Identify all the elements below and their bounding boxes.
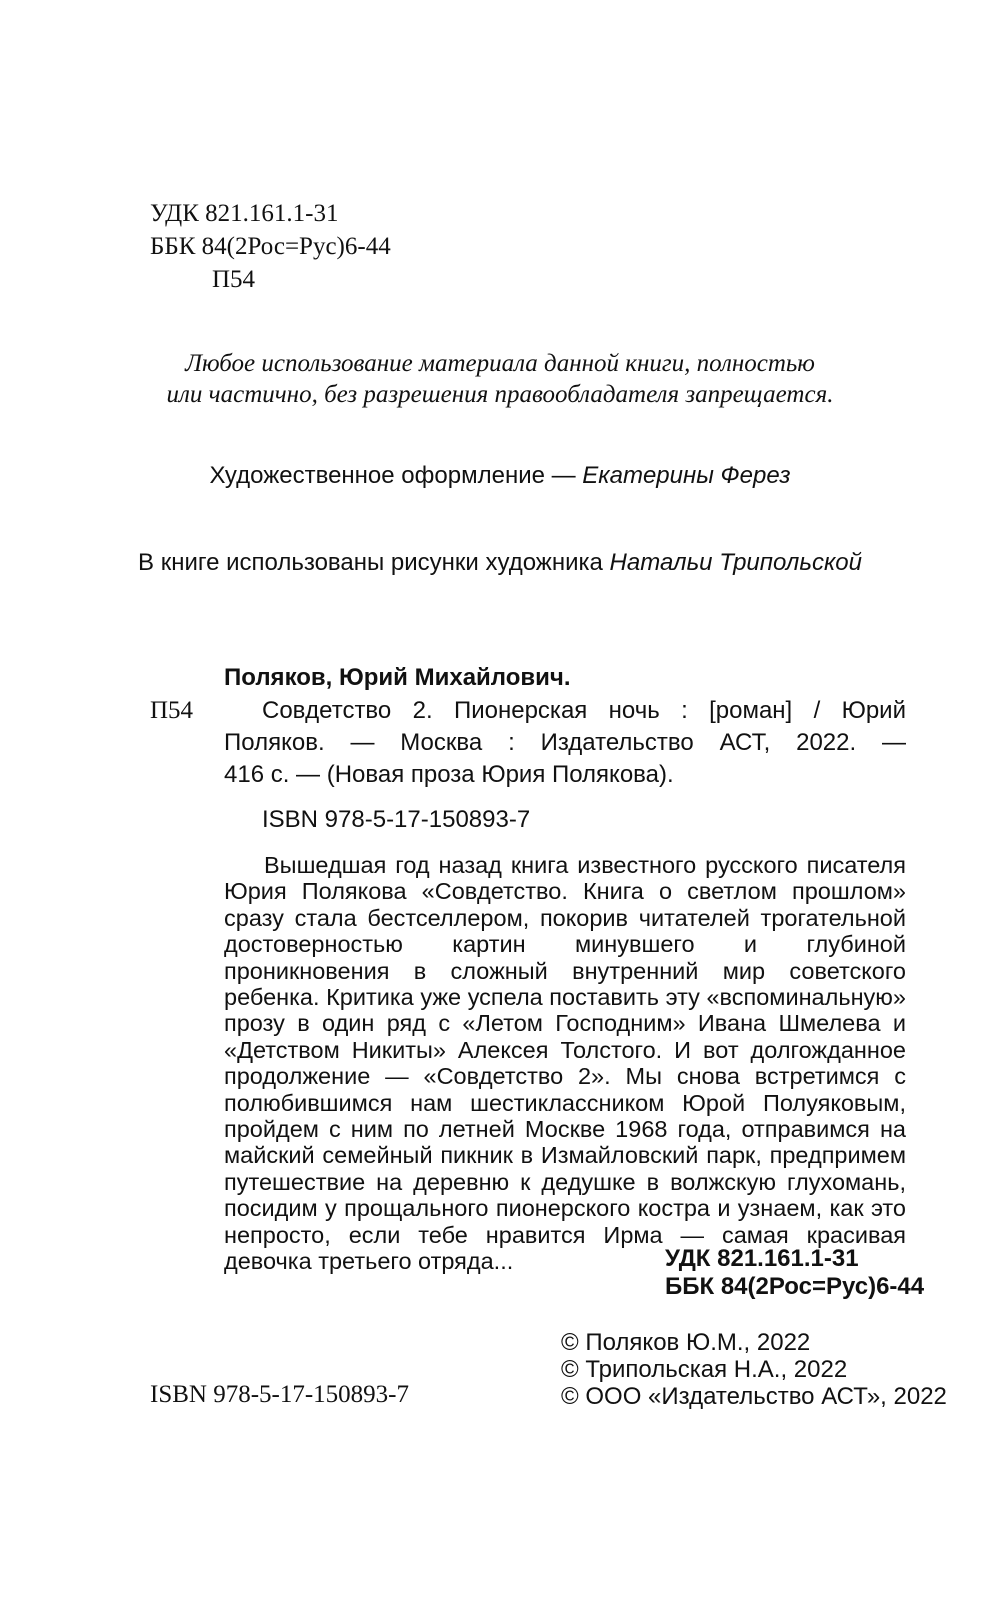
record-author: Поляков, Юрий Михайлович. — [224, 664, 571, 691]
annotation-text: Вышедшая год назад книга известного русского писателя Юрия Полякова «Совдетство. Книга о светлом прошлом» сразу стала бестселлером, покорив читателей трогательной достоверностью картин минувшего и глубиной проникновения в сложный внутренний мир советского ребенка. Критика уже успела поставить эту «вспоминальную» прозу в один ряд с «Летом Господним» Ивана Шмелева и «Детством Никиты» Алексея Толстого. И вот долгожданное продолжение — «Совдетство 2». Мы снова встретимся с полюбившимся нам шестиклассником Юрой Полуяковым, пройдем с ним по летней Москве 1968 года, отправимся на майский семейный пикник в Измайловский парк, предпримем путешествие на деревню к дедушке в волжскую глухомань, посидим у прощального пионерского костра и узнаем, как это непросто, если тебе нравится Ирма — самая красивая девочка третьего отряда... — [224, 852, 906, 1275]
copyright-illustrator: © Трипольская Н.А., 2022 — [561, 1356, 848, 1383]
cover-design-label: Художественное оформление — — [209, 462, 583, 489]
copyright-publisher: © ООО «Издательство АСТ», 2022 — [561, 1383, 947, 1410]
annotation — [224, 852, 906, 1275]
footer-isbn: ISBN 978-5-17-150893-7 — [150, 1381, 410, 1408]
footer-bbk: ББК 84(2Рос=Рус)6-44 — [665, 1273, 925, 1300]
footer-udc: УДК 821.161.1-31 — [665, 1245, 859, 1272]
cover-design-name: Екатерины Ферез — [582, 462, 791, 489]
illustrations-credit — [0, 549, 1000, 577]
bbk-code: ББК 84(2Рос=Рус)6-44 — [150, 233, 391, 260]
udc-code: УДК 821.161.1-31 — [150, 200, 339, 227]
author-mark: П54 — [212, 266, 256, 293]
record-description-line-1: Совдетство 2. Пионерская ночь : [роман] / Юрий — [262, 697, 906, 724]
copyright-notice-line-1: Любое использование материала данной книги, полностью — [185, 350, 815, 377]
cover-design-credit — [0, 462, 1000, 490]
record-mark: П54 — [150, 697, 194, 724]
illustrations-label: В книге использованы рисунки художника — [138, 549, 610, 576]
illustrations-name: Натальи Трипольской — [609, 549, 862, 576]
copyright-notice-line-2: или частично, без разрешения правообладателя запрещается. — [166, 381, 834, 408]
record-description-line-2: Поляков. — Москва : Издательство АСТ, 2022. — — [224, 729, 906, 756]
record-isbn: ISBN 978-5-17-150893-7 — [262, 806, 531, 833]
copyright-author: © Поляков Ю.М., 2022 — [561, 1329, 811, 1356]
record-description-line-3: 416 с. — (Новая проза Юрия Полякова). — [224, 761, 674, 788]
